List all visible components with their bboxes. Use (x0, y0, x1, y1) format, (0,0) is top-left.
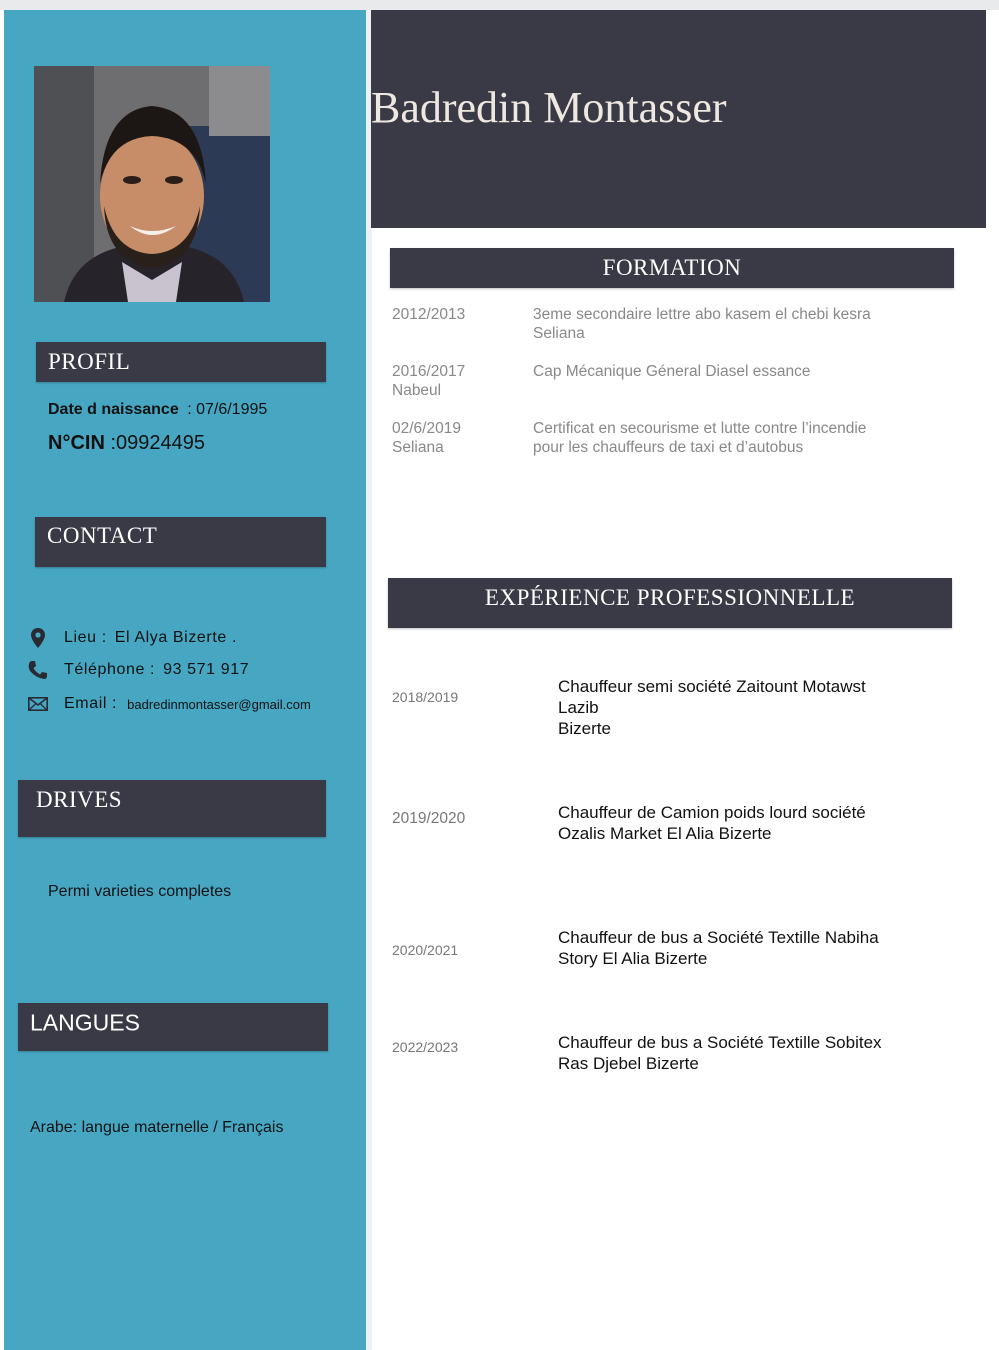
experience-date: 2020/2021 (392, 942, 459, 958)
contact-email-value[interactable]: badredinmontasser@gmail.com (127, 696, 311, 712)
birth-date-line (48, 401, 267, 419)
formation-place: Nabeul (392, 382, 442, 399)
languages-heading-bar (18, 1003, 328, 1051)
profile-photo (34, 66, 270, 302)
formation-item (392, 362, 962, 402)
formation-heading-bar (390, 248, 954, 288)
experience-description (558, 927, 958, 969)
formation-item (392, 419, 962, 459)
experience-item (392, 927, 962, 971)
experience-date: 2018/2019 (392, 689, 459, 705)
experience-line: Ras Djebel Bizerte (558, 1054, 699, 1073)
experience-line: Story El Alia Bizerte (558, 949, 708, 968)
profile-heading: PROFIL (48, 349, 131, 374)
experience-date: 2022/2023 (392, 1039, 459, 1055)
experience-line: Ozalis Market El Alia Bizerte (558, 824, 772, 843)
formation-date-text: 2016/2017 (392, 363, 466, 380)
contact-location (28, 626, 237, 650)
languages-heading: LANGUES (30, 1009, 140, 1036)
formation-description (533, 419, 933, 457)
drives-heading-bar (18, 780, 326, 837)
contact-phone-value: 93 571 917 (163, 661, 250, 678)
experience-date: 2019/2020 (392, 810, 466, 827)
contact-email-label: Email : (64, 695, 118, 712)
top-strip (0, 0, 999, 10)
formation-description-line: 3eme secondaire lettre abo kasem el chebi kesra (533, 306, 871, 323)
formation-date: 2012/2013 (392, 306, 466, 323)
experience-line: Bizerte (558, 719, 611, 738)
birth-date-value: : 07/6/1995 (187, 401, 268, 418)
formation-date (392, 419, 522, 457)
experience-line: Chauffeur semi société Zaitount Motawst (558, 677, 866, 696)
formation-description-line: pour les chauffeurs de taxi et d’autobus (533, 439, 804, 456)
experience-line: Lazib (558, 698, 599, 717)
experience-item (392, 802, 962, 846)
candidate-name: Badredin Montasser (371, 83, 727, 132)
location-pin-icon (28, 628, 48, 648)
profile-heading-bar (36, 342, 326, 382)
contact-phone-label: Téléphone : (64, 661, 156, 678)
experience-line: Chauffeur de bus a Société Textille Sobitex (558, 1033, 882, 1052)
contact-location-value: El Alya Bizerte . (114, 629, 237, 646)
drives-text: Permi varieties completes (48, 883, 232, 900)
formation-description-line: Seliana (533, 325, 585, 342)
formation-date-text: 02/6/2019 (392, 420, 461, 437)
experience-heading-bar (388, 578, 952, 628)
drives-heading: DRIVES (36, 786, 123, 812)
contact-location-label: Lieu : (64, 629, 107, 646)
contact-email (28, 692, 311, 716)
cin-line (48, 432, 205, 455)
formation-description-line: Certificat en secourisme et lutte contre l’incendie (533, 420, 867, 437)
experience-line: Chauffeur de Camion poids lourd société (558, 803, 866, 822)
experience-description (558, 802, 958, 844)
birth-date-label: Date d naissance (48, 401, 179, 418)
formation-description-line: Cap Mécanique Géneral Diasel essance (533, 363, 811, 380)
formation-heading: FORMATION (602, 255, 742, 280)
formation-place: Seliana (392, 439, 444, 456)
formation-description (533, 305, 933, 343)
cin-value: :09924495 (110, 432, 205, 454)
experience-item (392, 676, 962, 742)
experience-item (392, 1032, 962, 1076)
languages-text: Arabe: langue maternelle / Français (30, 1119, 284, 1136)
formation-description (533, 362, 933, 381)
experience-description (558, 1032, 958, 1074)
contact-heading: CONTACT (47, 523, 158, 548)
envelope-icon (28, 694, 48, 714)
cin-label: N°CIN (48, 432, 105, 454)
phone-icon (28, 660, 48, 680)
contact-phone (28, 658, 249, 682)
experience-line: Chauffeur de bus a Société Textille Nabiha (558, 928, 879, 947)
formation-date (392, 362, 522, 400)
experience-heading: EXPÉRIENCE PROFESSIONNELLE (484, 585, 856, 610)
experience-description (558, 676, 958, 739)
formation-item (392, 305, 962, 345)
name-header (371, 10, 986, 228)
contact-heading-bar (35, 517, 326, 567)
